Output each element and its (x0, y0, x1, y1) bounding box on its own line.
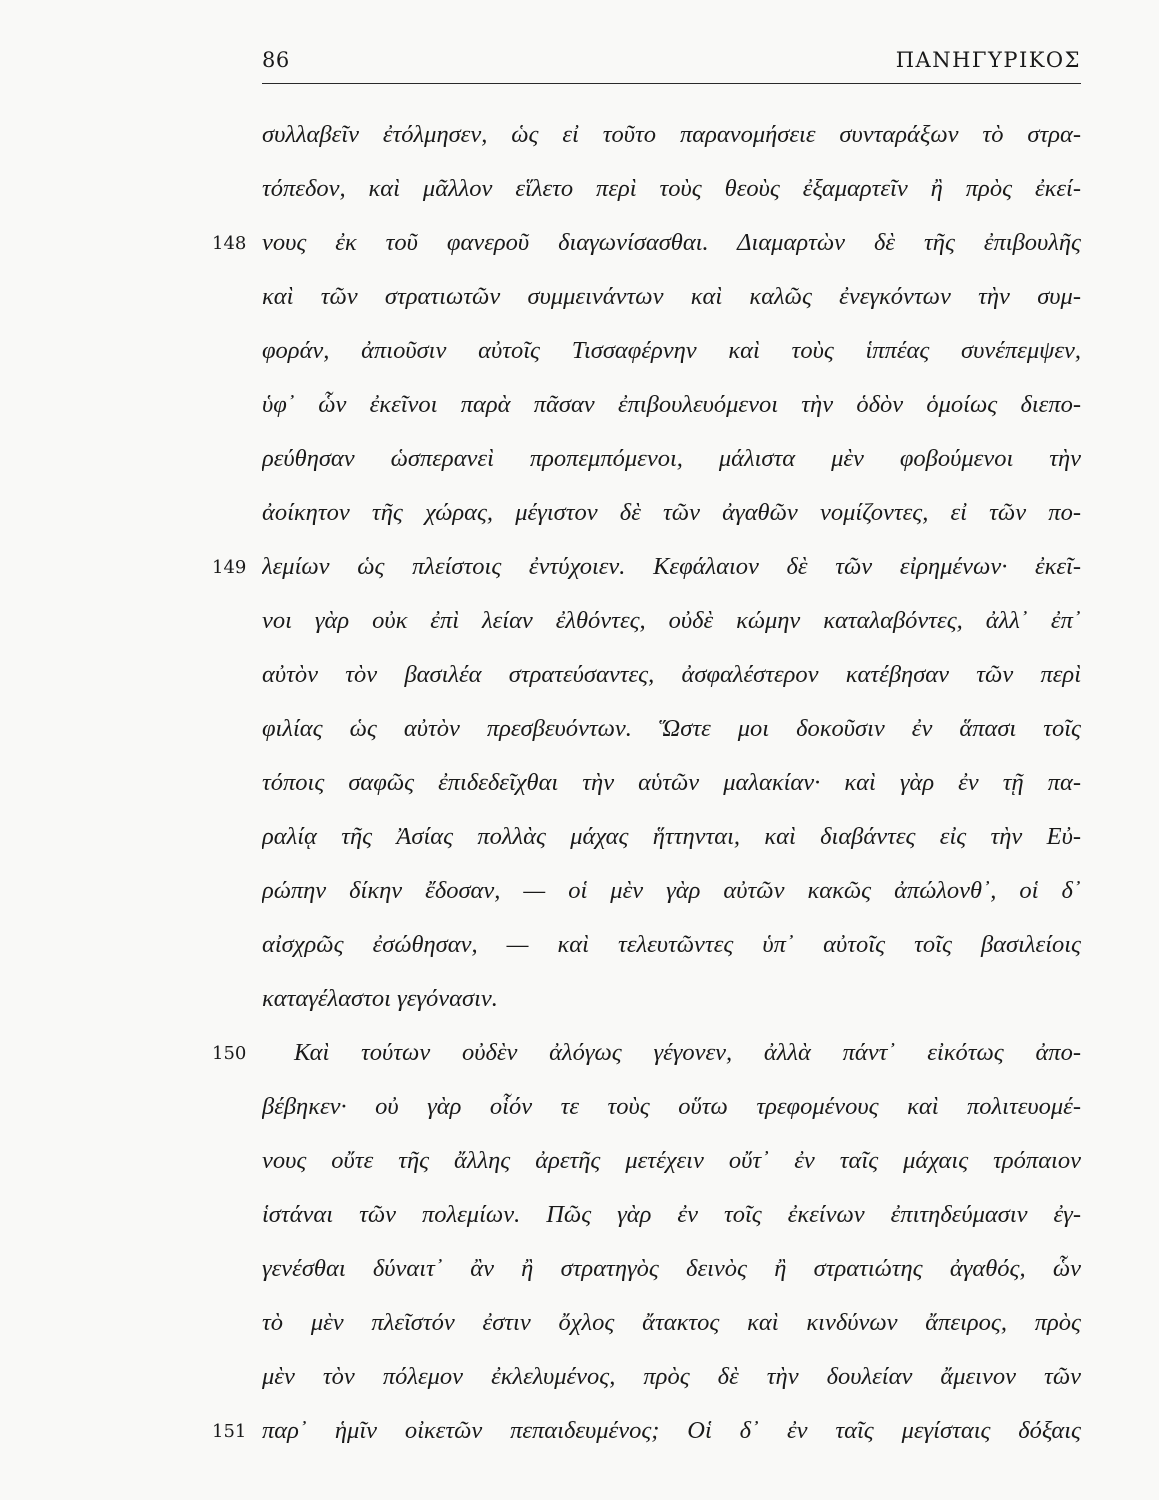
line-text: καταγέλαστοι γεγόνασιν. (262, 985, 498, 1012)
line-text: ραλίᾳ τῆς Ἀσίας πολλὰς μάχας ἥττηνται, καὶ διαβάντες εἰς τὴν Εὐ- (262, 823, 1081, 850)
text-line (0, 927, 1159, 981)
line-text: τόπεδον, καὶ μᾶλλον εἵλετο περὶ τοὺς θεοὺς ἐξαμαρτεῖν ἢ πρὸς ἐκεί- (262, 175, 1081, 202)
text-line (0, 765, 1159, 819)
header-rule (262, 83, 1081, 84)
text-line (0, 1197, 1159, 1251)
line-text: νοι γὰρ οὐκ ἐπὶ λείαν ἐλθόντες, οὐδὲ κώμην καταλαβόντες, ἀλλ᾿ ἐπ᾿ (262, 607, 1081, 634)
line-text: μὲν τὸν πόλεμον ἐκλελυμένος, πρὸς δὲ τὴν δουλείαν ἄμεινον τῶν (262, 1363, 1081, 1390)
line-text: ρώπην δίκην ἔδοσαν, — οἱ μὲν γὰρ αὐτῶν κακῶς ἀπώλονθ᾿, οἱ δ᾿ (262, 877, 1081, 904)
line-text: παρ᾿ ἡμῖν οἰκετῶν πεπαιδευμένος; Οἱ δ᾿ ἐν ταῖς μεγίσταις δόξαις (262, 1417, 1081, 1444)
text-line (0, 333, 1159, 387)
text-line (0, 117, 1159, 171)
line-text: τὸ μὲν πλεῖστόν ἐστιν ὄχλος ἄτακτος καὶ κινδύνων ἄπειρος, πρὸς (262, 1309, 1081, 1336)
line-text: καὶ τῶν στρατιωτῶν συμμεινάντων καὶ καλῶς ἐνεγκόντων τὴν συμ- (262, 283, 1081, 310)
line-text: αὐτὸν τὸν βασιλέα στρατεύσαντες, ἀσφαλέστερον κατέβησαν τῶν περὶ (262, 661, 1081, 688)
line-text: ἱστάναι τῶν πολεμίων. Πῶς γὰρ ἐν τοῖς ἐκείνων ἐπιτηδεύμασιν ἐγ- (262, 1201, 1081, 1228)
line-text: γενέσθαι δύναιτ᾿ ἂν ἢ στρατηγὸς δεινὸς ἢ στρατιώτης ἀγαθός, ὧν (262, 1255, 1081, 1282)
line-text: Καὶ τούτων οὐδὲν ἀλόγως γέγονεν, ἀλλὰ πάντ᾿ εἰκότως ἀπο- (294, 1039, 1081, 1066)
line-text: νους οὔτε τῆς ἄλλης ἀρετῆς μετέχειν οὔτ᾿ ἐν ταῖς μάχαις τρόπαιον (262, 1147, 1081, 1174)
text-line (0, 171, 1159, 225)
section-number: 148 (212, 233, 247, 254)
text-line (0, 1089, 1159, 1143)
text-line (0, 1359, 1159, 1413)
line-text: τόποις σαφῶς ἐπιδεδεῖχθαι τὴν αὑτῶν μαλακίαν· καὶ γὰρ ἐν τῇ πα- (262, 769, 1081, 796)
text-line (0, 1305, 1159, 1359)
text-line (0, 711, 1159, 765)
text-line (0, 1251, 1159, 1305)
text-line (0, 873, 1159, 927)
text-line (0, 603, 1159, 657)
line-text: λεμίων ὡς πλείστοις ἐντύχοιεν. Κεφάλαιον δὲ τῶν εἰρημένων· ἐκεῖ- (262, 553, 1081, 580)
text-line (0, 225, 1159, 279)
greek-text-body (0, 117, 1159, 1467)
line-text: βέβηκεν· οὐ γὰρ οἷόν τε τοὺς οὕτω τρεφομένους καὶ πολιτευομέ- (262, 1093, 1081, 1120)
page-number: 86 (262, 48, 290, 72)
text-line (0, 495, 1159, 549)
line-text: ὑφ᾿ ὧν ἐκεῖνοι παρὰ πᾶσαν ἐπιβουλευόμενοι τὴν ὁδὸν ὁμοίως διεπο- (262, 391, 1081, 418)
text-line (0, 1143, 1159, 1197)
line-text: συλλαβεῖν ἐτόλμησεν, ὡς εἰ τοῦτο παρανομήσειε συνταράξων τὸ στρα- (262, 121, 1081, 148)
line-text: φιλίας ὡς αὐτὸν πρεσβευόντων. Ὥστε μοι δοκοῦσιν ἐν ἅπασι τοῖς (262, 715, 1081, 742)
text-line (0, 819, 1159, 873)
text-line (0, 279, 1159, 333)
line-text: αἰσχρῶς ἐσώθησαν, — καὶ τελευτῶντες ὑπ᾿ αὐτοῖς τοῖς βασιλείοις (262, 931, 1081, 958)
line-text: ἀοίκητον τῆς χώρας, μέγιστον δὲ τῶν ἀγαθῶν νομίζοντες, εἰ τῶν πο- (262, 499, 1081, 526)
text-line-paragraph-start (0, 1035, 1159, 1089)
section-number: 151 (212, 1421, 247, 1442)
text-line-paragraph-end (0, 981, 1159, 1035)
line-text: ρεύθησαν ὡσπερανεὶ προπεμπόμενοι, μάλιστα μὲν φοβούμενοι τὴν (262, 445, 1081, 472)
text-line (0, 549, 1159, 603)
text-line (0, 441, 1159, 495)
text-line (0, 387, 1159, 441)
section-number: 149 (212, 557, 247, 578)
running-title: ΠΑΝΗΓΥΡΙΚΟΣ (895, 48, 1081, 72)
section-number: 150 (212, 1043, 247, 1064)
line-text: φοράν, ἀπιοῦσιν αὐτοῖς Τισσαφέρνην καὶ τοὺς ἱππέας συνέπεμψεν, (262, 337, 1081, 364)
line-text: νους ἐκ τοῦ φανεροῦ διαγωνίσασθαι. Διαμαρτὼν δὲ τῆς ἐπιβουλῆς (262, 229, 1081, 256)
text-line (0, 657, 1159, 711)
text-line (0, 1413, 1159, 1467)
